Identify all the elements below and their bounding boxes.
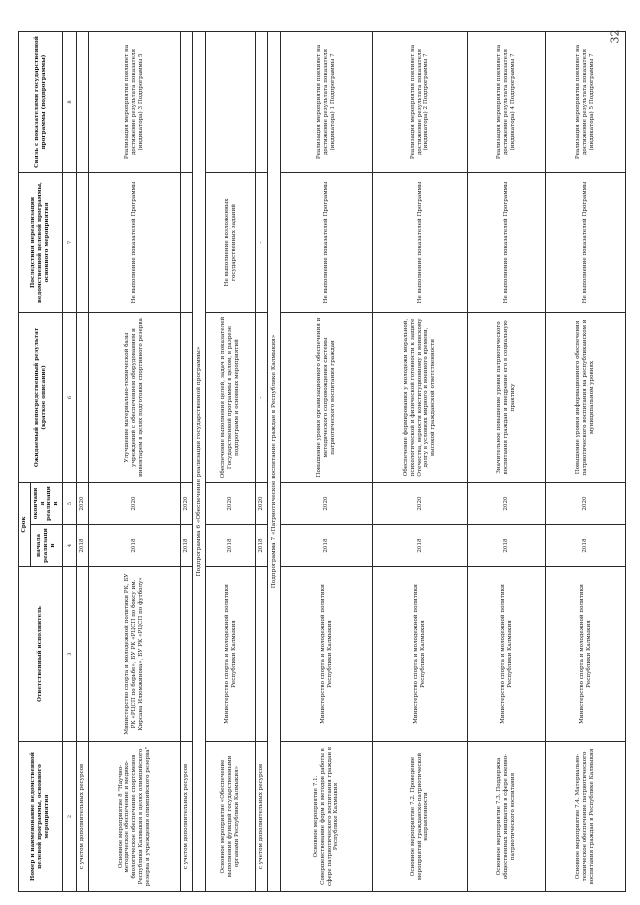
table-row xyxy=(206,31,256,891)
index-cell: 8 xyxy=(63,31,77,172)
table-row xyxy=(281,31,373,891)
cell-end: 2020 xyxy=(256,482,268,524)
cell-start: 2018 xyxy=(89,525,181,567)
cell-link xyxy=(256,31,268,172)
index-cell: 2 xyxy=(63,742,77,892)
cell-link xyxy=(206,31,256,172)
cell-end: 2020 xyxy=(89,482,181,524)
index-cell: 5 xyxy=(63,482,77,524)
cell-name: Основное мероприятие 8 "Научно-методическое обеспечение и медико-биологическое обеспечение спортсменов Республики Калмыкия в целях олимпийского резерва и учреждения олимпийского резерва" xyxy=(89,742,181,892)
rotated-table-container xyxy=(18,32,593,892)
cell-link: Реализация мероприятия повлияет на достижение результата показателя (индикатора) 2 Подпрограммы 7 xyxy=(373,31,468,172)
header-link: Связь с показателями государственной программы (подпрограммы) xyxy=(19,31,63,172)
cell-start: 2018 xyxy=(373,525,468,567)
cell-result: Повышение уровня организационного обеспечения и методического сопровождения системы патриотического воспитания граждан xyxy=(281,312,373,482)
cell-result: Повышение уровня информационного обеспечения патриотического воспитания на республиканском и муниципальном уровнях xyxy=(546,312,626,482)
cell-link: Реализация мероприятия повлияет на достижение результата показателя (индикатора) 4 Подпрограммы 7 xyxy=(468,31,546,172)
cell-consequences: Не выполнение показателей Программы xyxy=(89,172,181,312)
section-title: Подпрограмма 7 «Патриотическое воспитание граждан в Республике Калмыкия» xyxy=(268,31,281,891)
cell-link xyxy=(181,31,193,172)
table-row xyxy=(546,31,626,891)
table-row xyxy=(181,31,193,891)
cell-start: 2018 xyxy=(546,525,626,567)
cell-end: 2020 xyxy=(468,482,546,524)
cell-start: 2018 xyxy=(206,525,256,567)
cell-link: Реализация мероприятия повлияет на достижение результата показателя (индикатора) 3 Подпрограммы 5 xyxy=(89,31,181,172)
index-cell: 3 xyxy=(63,567,77,742)
cell-result xyxy=(77,312,89,482)
cell-start: 2018 xyxy=(77,525,89,567)
table-row xyxy=(373,31,468,891)
cell-result: Обеспечение выполнения целей, задач и показателей Государственной программы в целом, в разрезе подпрограмм и основных мероприятий xyxy=(206,312,256,482)
index-row xyxy=(63,31,77,891)
cell-name: Основное мероприятие 7.1. Совершенствование форм и методов работы в сфере патриотического воспитания граждан в Республике Калмыкия xyxy=(281,742,373,892)
header-term-start: начала реализации xyxy=(30,525,62,567)
cell-consequences: - xyxy=(256,172,268,312)
cell-name: Основное мероприятие 7.4. Материально-техническое обеспечение патриотического воспитания граждан в Республике Калмыкия xyxy=(546,742,626,892)
cell-executor: Министерство спорта и молодежной политики Республики Калмыкия xyxy=(468,567,546,742)
cell-name: с учетом дополнительных ресурсов xyxy=(77,742,89,892)
section-row xyxy=(268,31,281,891)
cell-name: Основное мероприятие 7.2. Проведение мероприятий гражданско-патриотической направленности xyxy=(373,742,468,892)
cell-consequences: Не выполнение возложенных государственных заданий xyxy=(206,172,256,312)
cell-start: 2018 xyxy=(281,525,373,567)
header-consequences: Последствия нереализации ведомственной целевой программы, основного мероприятия xyxy=(19,172,63,312)
cell-executor xyxy=(77,567,89,742)
cell-link: Реализация мероприятия повлияет на достижение результата показателя (индикатора) 5 Подпрограммы 7 xyxy=(546,31,626,172)
cell-result: - xyxy=(256,312,268,482)
table-row xyxy=(468,31,546,891)
cell-result: Значительное повышение уровня патриотического воспитания граждан и внедрение его в социальную практику xyxy=(468,312,546,482)
cell-result xyxy=(181,312,193,482)
index-cell: 6 xyxy=(63,312,77,482)
header-name: Номер и наименование ведомственной целевой программы, основного мероприятия xyxy=(19,742,63,892)
table-row xyxy=(77,31,89,891)
cell-name: Основное мероприятие 7.3. Поддержка общественных инициатив в сфере военно-патриотического воспитания xyxy=(468,742,546,892)
cell-end: 2020 xyxy=(77,482,89,524)
header-row xyxy=(19,31,31,891)
header-term-end: окончания реализации xyxy=(30,482,62,524)
cell-executor xyxy=(256,567,268,742)
section-title: Подпрограмма 6 «Обеспечение реализации государственной программы» xyxy=(193,31,206,891)
cell-consequences: Не выполнение показателей Программы xyxy=(546,172,626,312)
cell-end: 2020 xyxy=(373,482,468,524)
cell-executor: Министерство спорта и молодежной политики Республики Калмыкия xyxy=(373,567,468,742)
cell-end: 2020 xyxy=(206,482,256,524)
cell-end: 2020 xyxy=(281,482,373,524)
header-executor: Ответственный исполнитель xyxy=(19,567,63,742)
cell-consequences: Не выполнение показателей Программы xyxy=(373,172,468,312)
cell-executor: Министерство спорта и молодежной политики Республики Калмыкия xyxy=(206,567,256,742)
cell-name: Основное мероприятие «Обеспечение выполнения функций государственными органами Республики Калмыкия» xyxy=(206,742,256,892)
cell-executor xyxy=(181,567,193,742)
page-number: 32 xyxy=(608,29,622,44)
cell-executor: Министерство спорта и молодежной политики РК, БУ РК «РЦСП по борьбе», БУ РК «РЦСП по боксу им. Кирсана Илюмжинова», БУ РК «РЦСП по футболу» xyxy=(89,567,181,742)
cell-executor: Министерство спорта и молодежной политики Республики Калмыкия xyxy=(546,567,626,742)
cell-consequences xyxy=(77,172,89,312)
index-cell: 7 xyxy=(63,172,77,312)
cell-consequences: Не выполнение показателей Программы xyxy=(281,172,373,312)
cell-consequences xyxy=(181,172,193,312)
header-result: Ожидаемый непосредственный результат (краткое описание) xyxy=(19,312,63,482)
header-term: Срок xyxy=(19,482,31,566)
cell-result: Обеспечение формирования у молодежи моральной, психологической и физической готовности к защите Отечества, верности конституционному и воинскому долгу в условиях мирного и военного времени, высокой гражданской ответственности xyxy=(373,312,468,482)
table-row xyxy=(256,31,268,891)
cell-end: 2020 xyxy=(181,482,193,524)
program-table xyxy=(18,31,626,892)
cell-result: Улучшение материально-технической базы учреждений с обеспечением оборудованием и инвентарем в целях подготовки спортивного резерва xyxy=(89,312,181,482)
cell-start: 2018 xyxy=(468,525,546,567)
section-row xyxy=(193,31,206,891)
cell-name: с учетом дополнительных ресурсов xyxy=(181,742,193,892)
cell-link xyxy=(77,31,89,172)
cell-executor: Министерство спорта и молодежной политики Республики Калмыкия xyxy=(281,567,373,742)
cell-consequences: Не выполнение показателей Программы xyxy=(468,172,546,312)
cell-end: 2020 xyxy=(546,482,626,524)
cell-name: с учетом дополнительных ресурсов xyxy=(256,742,268,892)
cell-start: 2018 xyxy=(256,525,268,567)
table-row xyxy=(89,31,181,891)
cell-start: 2018 xyxy=(181,525,193,567)
cell-link: Реализация мероприятия повлияет на достижение результата показателя (индикатора) 1 Подпрограммы 7 xyxy=(281,31,373,172)
index-cell: 4 xyxy=(63,525,77,567)
